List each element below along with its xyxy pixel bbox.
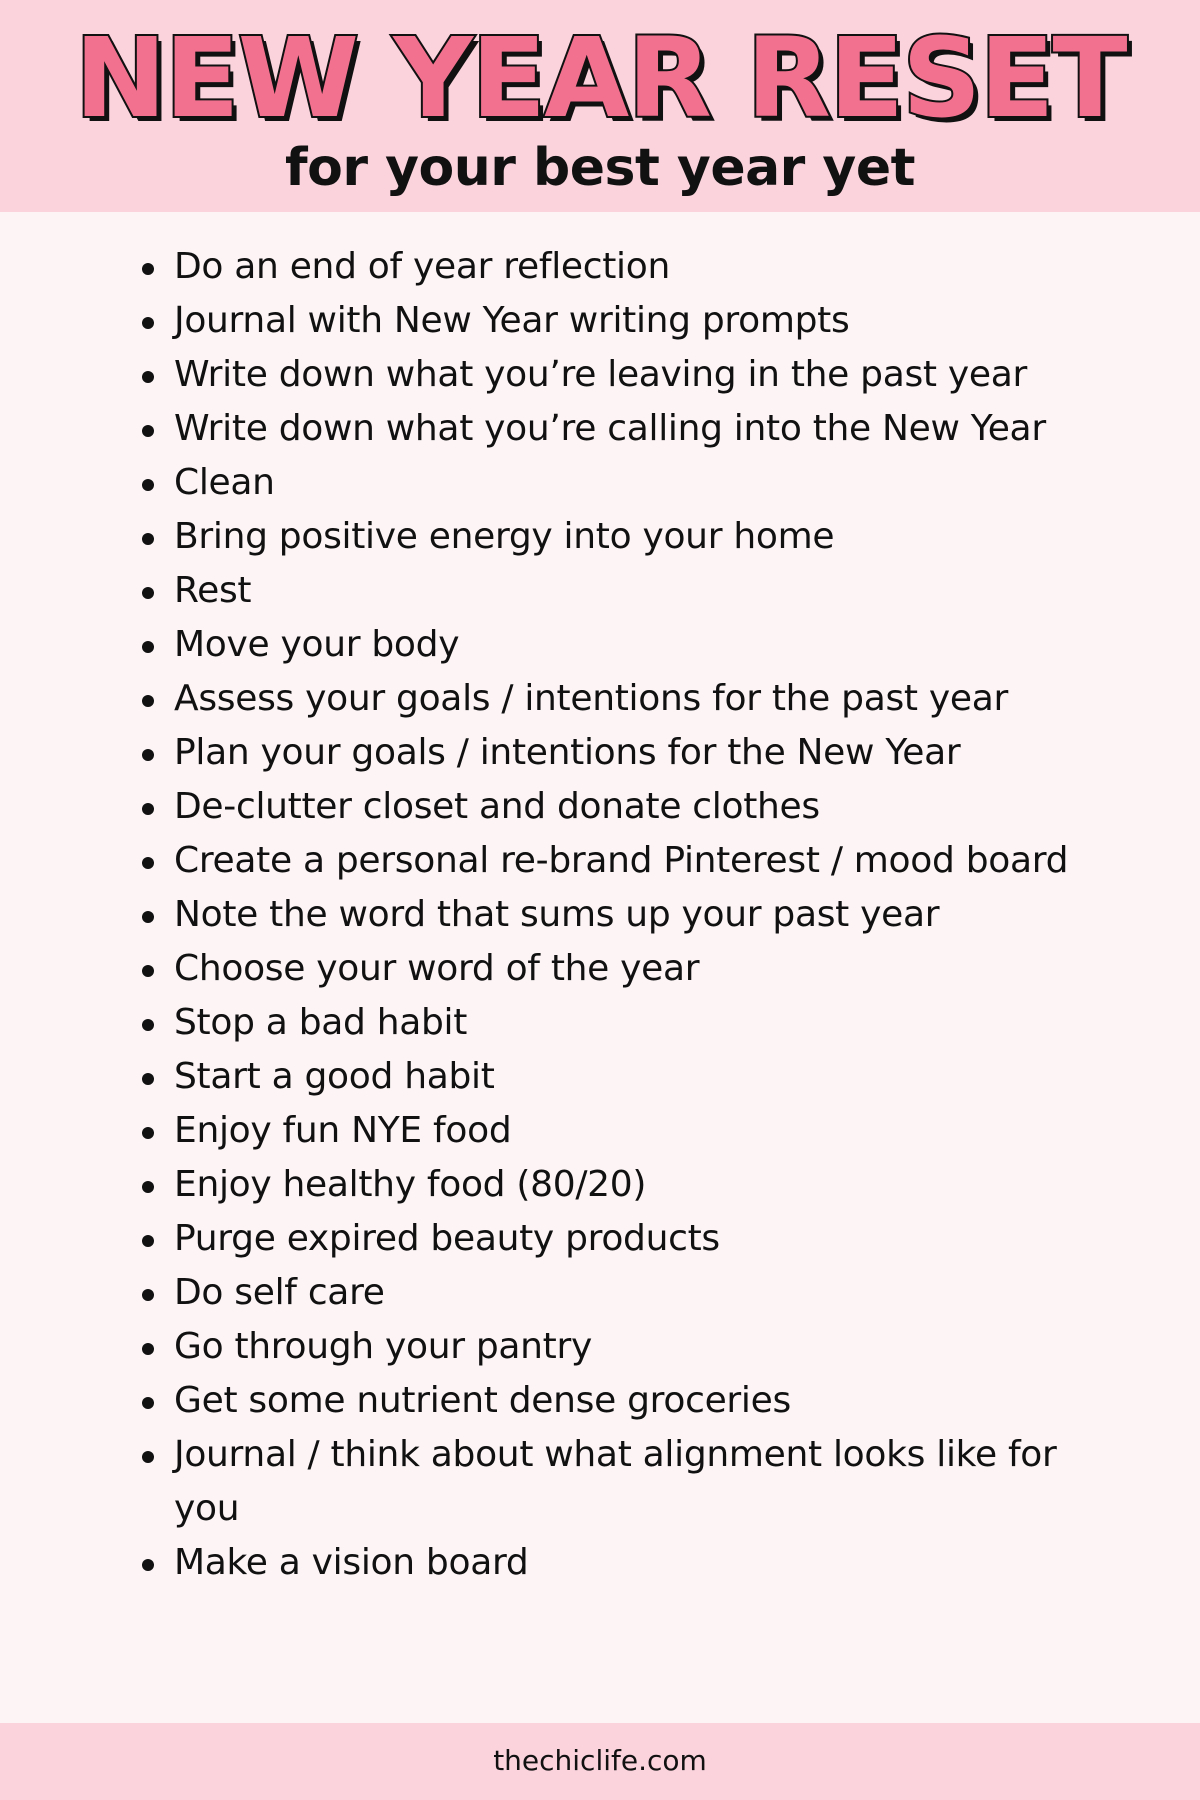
- list-item: Choose your word of the year: [138, 942, 1088, 996]
- list-item: Plan your goals / intentions for the New Year: [138, 726, 1088, 780]
- list-item: Enjoy healthy food (80/20): [138, 1158, 1088, 1212]
- reset-checklist: [138, 240, 1088, 1590]
- list-item: Move your body: [138, 618, 1088, 672]
- list-item: Stop a bad habit: [138, 996, 1088, 1050]
- list-item: Write down what you’re calling into the New Year: [138, 402, 1088, 456]
- list-item: Enjoy fun NYE food: [138, 1104, 1088, 1158]
- list-item: De-clutter closet and donate clothes: [138, 780, 1088, 834]
- list-item: Assess your goals / intentions for the past year: [138, 672, 1088, 726]
- list-item: Go through your pantry: [138, 1320, 1088, 1374]
- list-item: Journal / think about what alignment looks like for you: [138, 1428, 1088, 1536]
- list-item: Write down what you’re leaving in the past year: [138, 348, 1088, 402]
- header-banner: [0, 0, 1200, 212]
- list-item: Bring positive energy into your home: [138, 510, 1088, 564]
- list-item: Rest: [138, 564, 1088, 618]
- list-item: Start a good habit: [138, 1050, 1088, 1104]
- page-subtitle: for your best year yet: [285, 138, 915, 198]
- list-item: Make a vision board: [138, 1536, 1088, 1590]
- list-item: Get some nutrient dense groceries: [138, 1374, 1088, 1428]
- list-item: Do self care: [138, 1266, 1088, 1320]
- list-item: Create a personal re-brand Pinterest / mood board: [138, 834, 1088, 888]
- footer-site-link[interactable]: thechiclife.com: [493, 1744, 707, 1777]
- list-item: Do an end of year reflection: [138, 240, 1088, 294]
- page-title: NEW YEAR RESET: [74, 14, 1126, 142]
- list-item: Clean: [138, 456, 1088, 510]
- list-item: Note the word that sums up your past year: [138, 888, 1088, 942]
- footer-banner: [0, 1723, 1200, 1800]
- list-item: Journal with New Year writing prompts: [138, 294, 1088, 348]
- list-item: Purge expired beauty products: [138, 1212, 1088, 1266]
